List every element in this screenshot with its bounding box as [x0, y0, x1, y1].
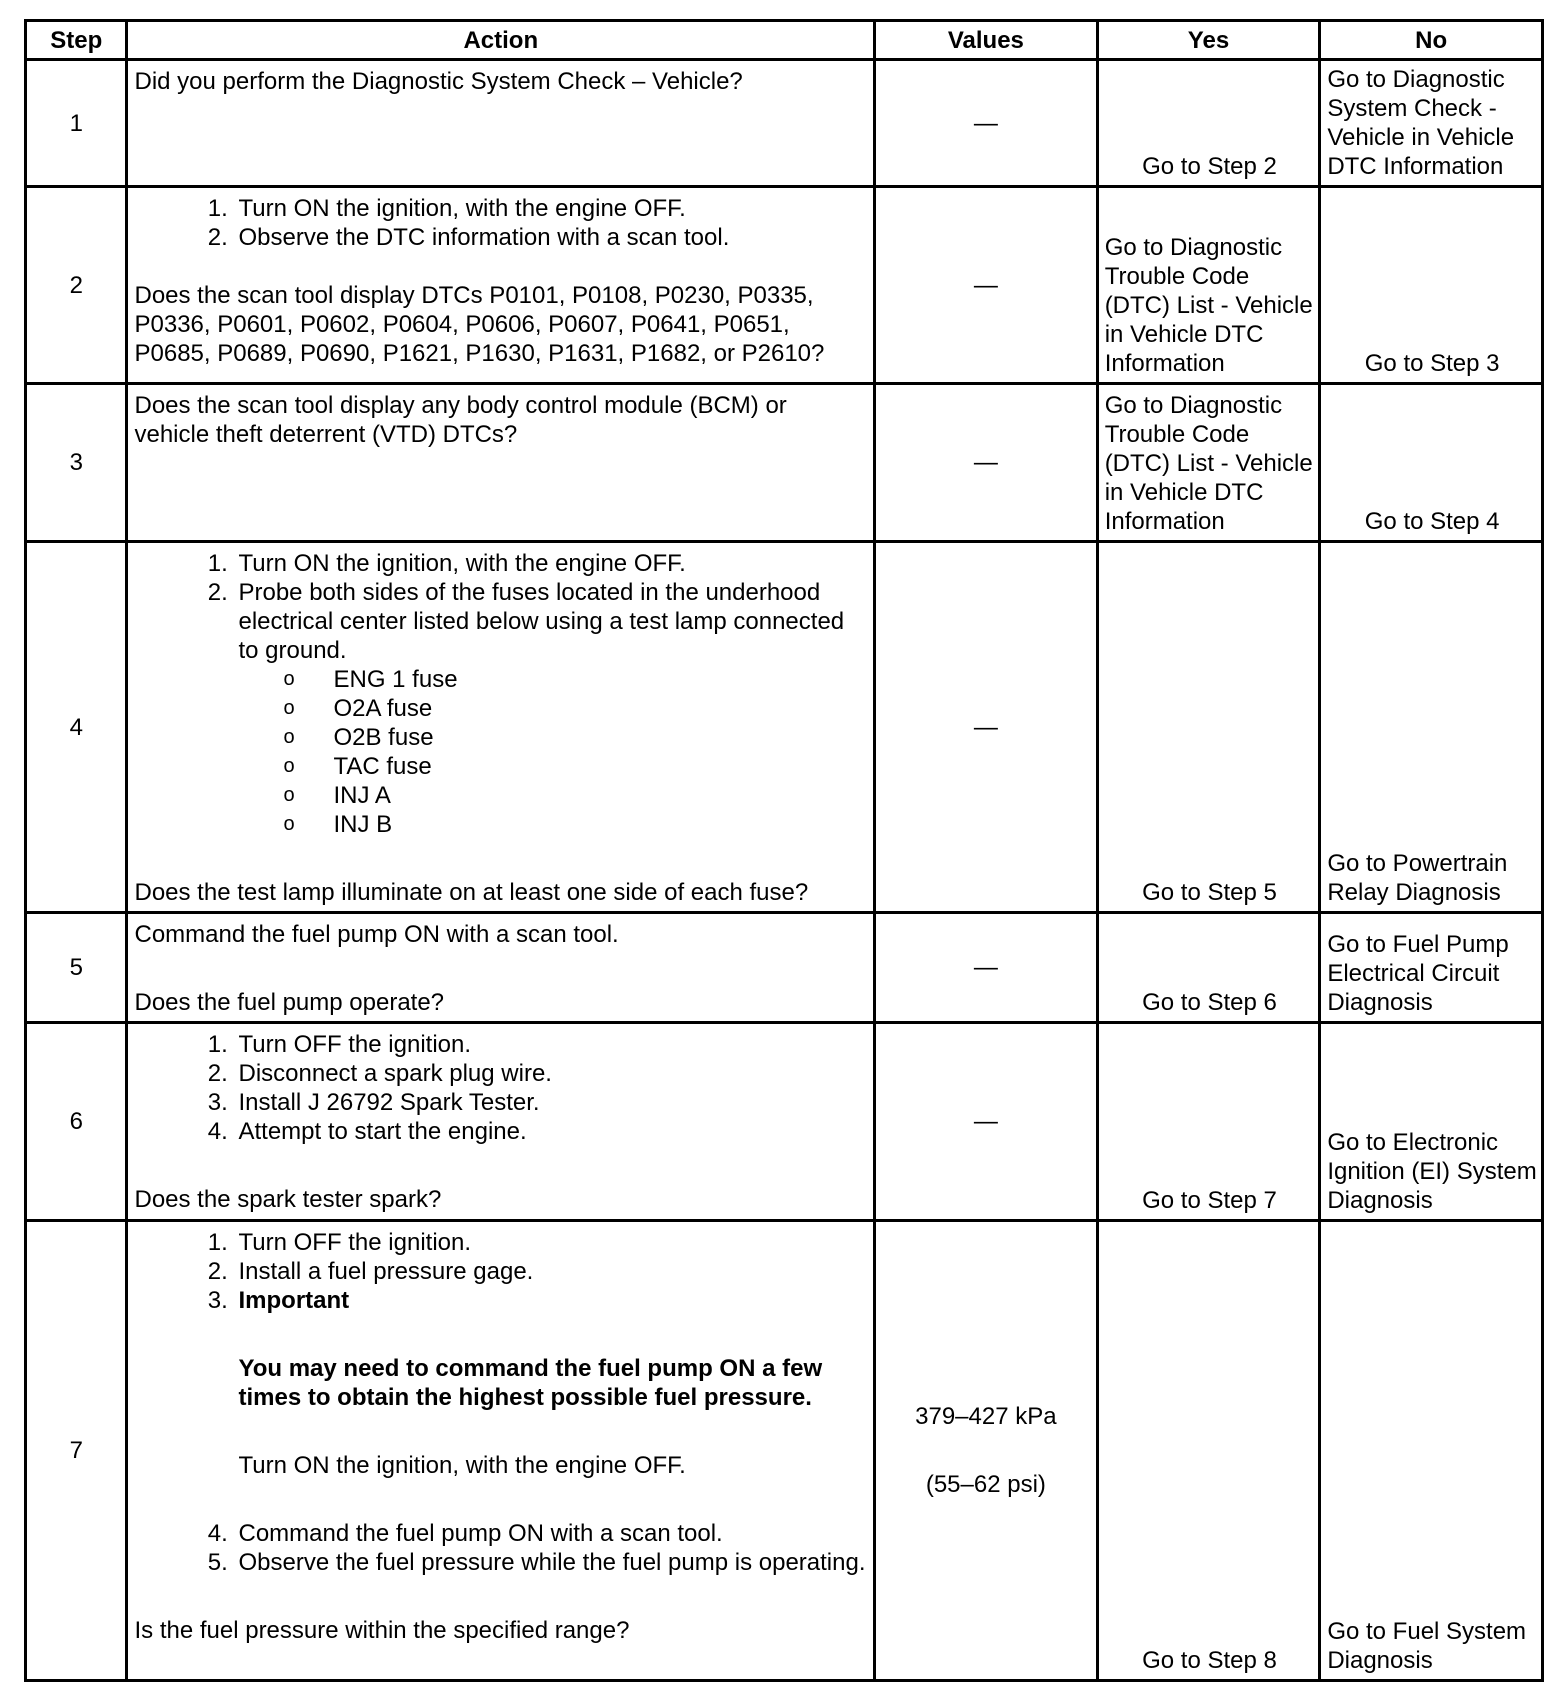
- no-link[interactable]: Go to Fuel System Diagnosis: [1320, 1221, 1543, 1681]
- action-list-continued: [134, 1519, 867, 1577]
- table-row: [26, 384, 1543, 542]
- table-row: [26, 187, 1543, 384]
- action-cell: [127, 913, 875, 1023]
- bullet-icon: o: [283, 755, 295, 777]
- yes-link[interactable]: Go to Step 2: [1097, 60, 1320, 187]
- header-action: Action: [127, 21, 875, 60]
- list-item: [234, 578, 867, 665]
- yes-link[interactable]: Go to Step 8: [1097, 1221, 1320, 1681]
- list-item: 4. Command the fuel pump ON with a scan tool.: [234, 1519, 867, 1548]
- bullet-icon: o: [283, 726, 295, 748]
- step-number: 7: [26, 1221, 127, 1681]
- list-item: [234, 1286, 867, 1480]
- list-item: 5. Observe the fuel pressure while the fuel pump is operating.: [234, 1548, 867, 1577]
- value-cell: [875, 1221, 1098, 1681]
- action-cell: [127, 384, 875, 542]
- value-cell: —: [875, 1023, 1098, 1221]
- list-item: 1. Turn OFF the ignition.: [234, 1030, 867, 1059]
- list-item-text: Probe both sides of the fuses located in the underhood electrical center listed below using a test lamp connected to ground.: [238, 579, 845, 664]
- bullet-icon: o: [283, 668, 295, 690]
- step-number: 1: [26, 60, 127, 187]
- fuse-item: o O2A fuse: [283, 695, 433, 722]
- list-item: 2. Observe the DTC information with a scan tool.: [234, 223, 867, 252]
- action-question: Does the fuel pump operate?: [134, 989, 445, 1016]
- table-row: [26, 1023, 1543, 1221]
- no-link[interactable]: Go to Electronic Ignition (EI) System Diagnosis: [1320, 1023, 1543, 1221]
- action-question: Does the scan tool display DTCs P0101, P0108, P0230, P0335, P0336, P0601, P0602, P0604, P0606, P0607, P0641, P0651, P0685, P0689, P0690, P1621, P1630, P1631, P1682, or P2610?: [134, 282, 825, 367]
- table-row: [26, 1221, 1543, 1681]
- action-question: Does the scan tool display any body control module (BCM) or vehicle theft deterrent (VTD) DTCs?: [134, 392, 787, 448]
- value-psi: (55–62 psi): [925, 1471, 1046, 1498]
- fuse-item: o INJ B: [283, 811, 393, 838]
- fuse-list: [134, 665, 867, 839]
- list-item: 1. Turn ON the ignition, with the engine OFF.: [234, 194, 867, 223]
- value-cell: —: [875, 384, 1098, 542]
- no-link[interactable]: Go to Powertrain Relay Diagnosis: [1320, 542, 1543, 913]
- value-kpa: 379–427 kPa: [915, 1403, 1057, 1430]
- step-number: 4: [26, 542, 127, 913]
- action-list: [134, 1228, 867, 1480]
- important-title: Important: [238, 1287, 350, 1314]
- diagnostic-table: [24, 19, 1544, 1682]
- fuse-item: o O2B fuse: [283, 724, 434, 751]
- action-cell: [127, 542, 875, 913]
- no-link[interactable]: Go to Step 4: [1320, 384, 1543, 542]
- action-list: [134, 194, 867, 252]
- step-number: 6: [26, 1023, 127, 1221]
- step-number: 3: [26, 384, 127, 542]
- header-values: Values: [875, 21, 1098, 60]
- table-row: [26, 913, 1543, 1023]
- important-after: Turn ON the ignition, with the engine OFF.: [238, 1452, 686, 1479]
- yes-link[interactable]: Go to Step 6: [1097, 913, 1320, 1023]
- yes-link[interactable]: Go to Diagnostic Trouble Code (DTC) List - Vehicle in Vehicle DTC Information: [1097, 187, 1320, 384]
- no-link[interactable]: Go to Fuel Pump Electrical Circuit Diagnosis: [1320, 913, 1543, 1023]
- bullet-icon: o: [283, 813, 295, 835]
- action-question: Does the spark tester spark?: [134, 1186, 442, 1213]
- header-yes: Yes: [1097, 21, 1320, 60]
- bullet-icon: o: [283, 784, 295, 806]
- action-cell: [127, 187, 875, 384]
- list-item: 2. Disconnect a spark plug wire.: [234, 1059, 867, 1088]
- no-link[interactable]: Go to Diagnostic System Check - Vehicle in Vehicle DTC Information: [1320, 60, 1543, 187]
- no-link[interactable]: Go to Step 3: [1320, 187, 1543, 384]
- list-item: 3. Install J 26792 Spark Tester.: [234, 1088, 867, 1117]
- action-cell: [127, 1023, 875, 1221]
- action-list: [134, 1030, 867, 1146]
- yes-link[interactable]: Go to Step 7: [1097, 1023, 1320, 1221]
- header-step: Step: [26, 21, 127, 60]
- list-item: 4. Attempt to start the engine.: [234, 1117, 867, 1146]
- action-question: Is the fuel pressure within the specified range?: [134, 1617, 630, 1644]
- action-cell: [127, 1221, 875, 1681]
- action-cell: [127, 60, 875, 187]
- fuse-item: o INJ A: [283, 782, 391, 809]
- action-line: Command the fuel pump ON with a scan tool.: [134, 921, 619, 948]
- yes-link[interactable]: Go to Step 5: [1097, 542, 1320, 913]
- header-row: [26, 21, 1543, 60]
- value-cell: —: [875, 913, 1098, 1023]
- value-cell: —: [875, 187, 1098, 384]
- table-row: [26, 60, 1543, 187]
- fuse-item: o ENG 1 fuse: [283, 666, 458, 693]
- important-text: You may need to command the fuel pump ON a few times to obtain the highest possible fuel pressure.: [238, 1355, 823, 1411]
- list-item: 1. Turn OFF the ignition.: [234, 1228, 867, 1257]
- list-item: 2. Install a fuel pressure gage.: [234, 1257, 867, 1286]
- value-cell: —: [875, 542, 1098, 913]
- list-item: 1. Turn ON the ignition, with the engine OFF.: [234, 549, 867, 578]
- step-number: 5: [26, 913, 127, 1023]
- action-list: [134, 549, 867, 665]
- action-question: Does the test lamp illuminate on at least one side of each fuse?: [134, 879, 809, 906]
- bullet-icon: o: [283, 697, 295, 719]
- step-number: 2: [26, 187, 127, 384]
- action-question: Did you perform the Diagnostic System Check – Vehicle?: [134, 68, 743, 95]
- fuse-item: o TAC fuse: [283, 753, 432, 780]
- value-cell: —: [875, 60, 1098, 187]
- header-no: No: [1320, 21, 1543, 60]
- table-row: [26, 542, 1543, 913]
- yes-link[interactable]: Go to Diagnostic Trouble Code (DTC) List - Vehicle in Vehicle DTC Information: [1097, 384, 1320, 542]
